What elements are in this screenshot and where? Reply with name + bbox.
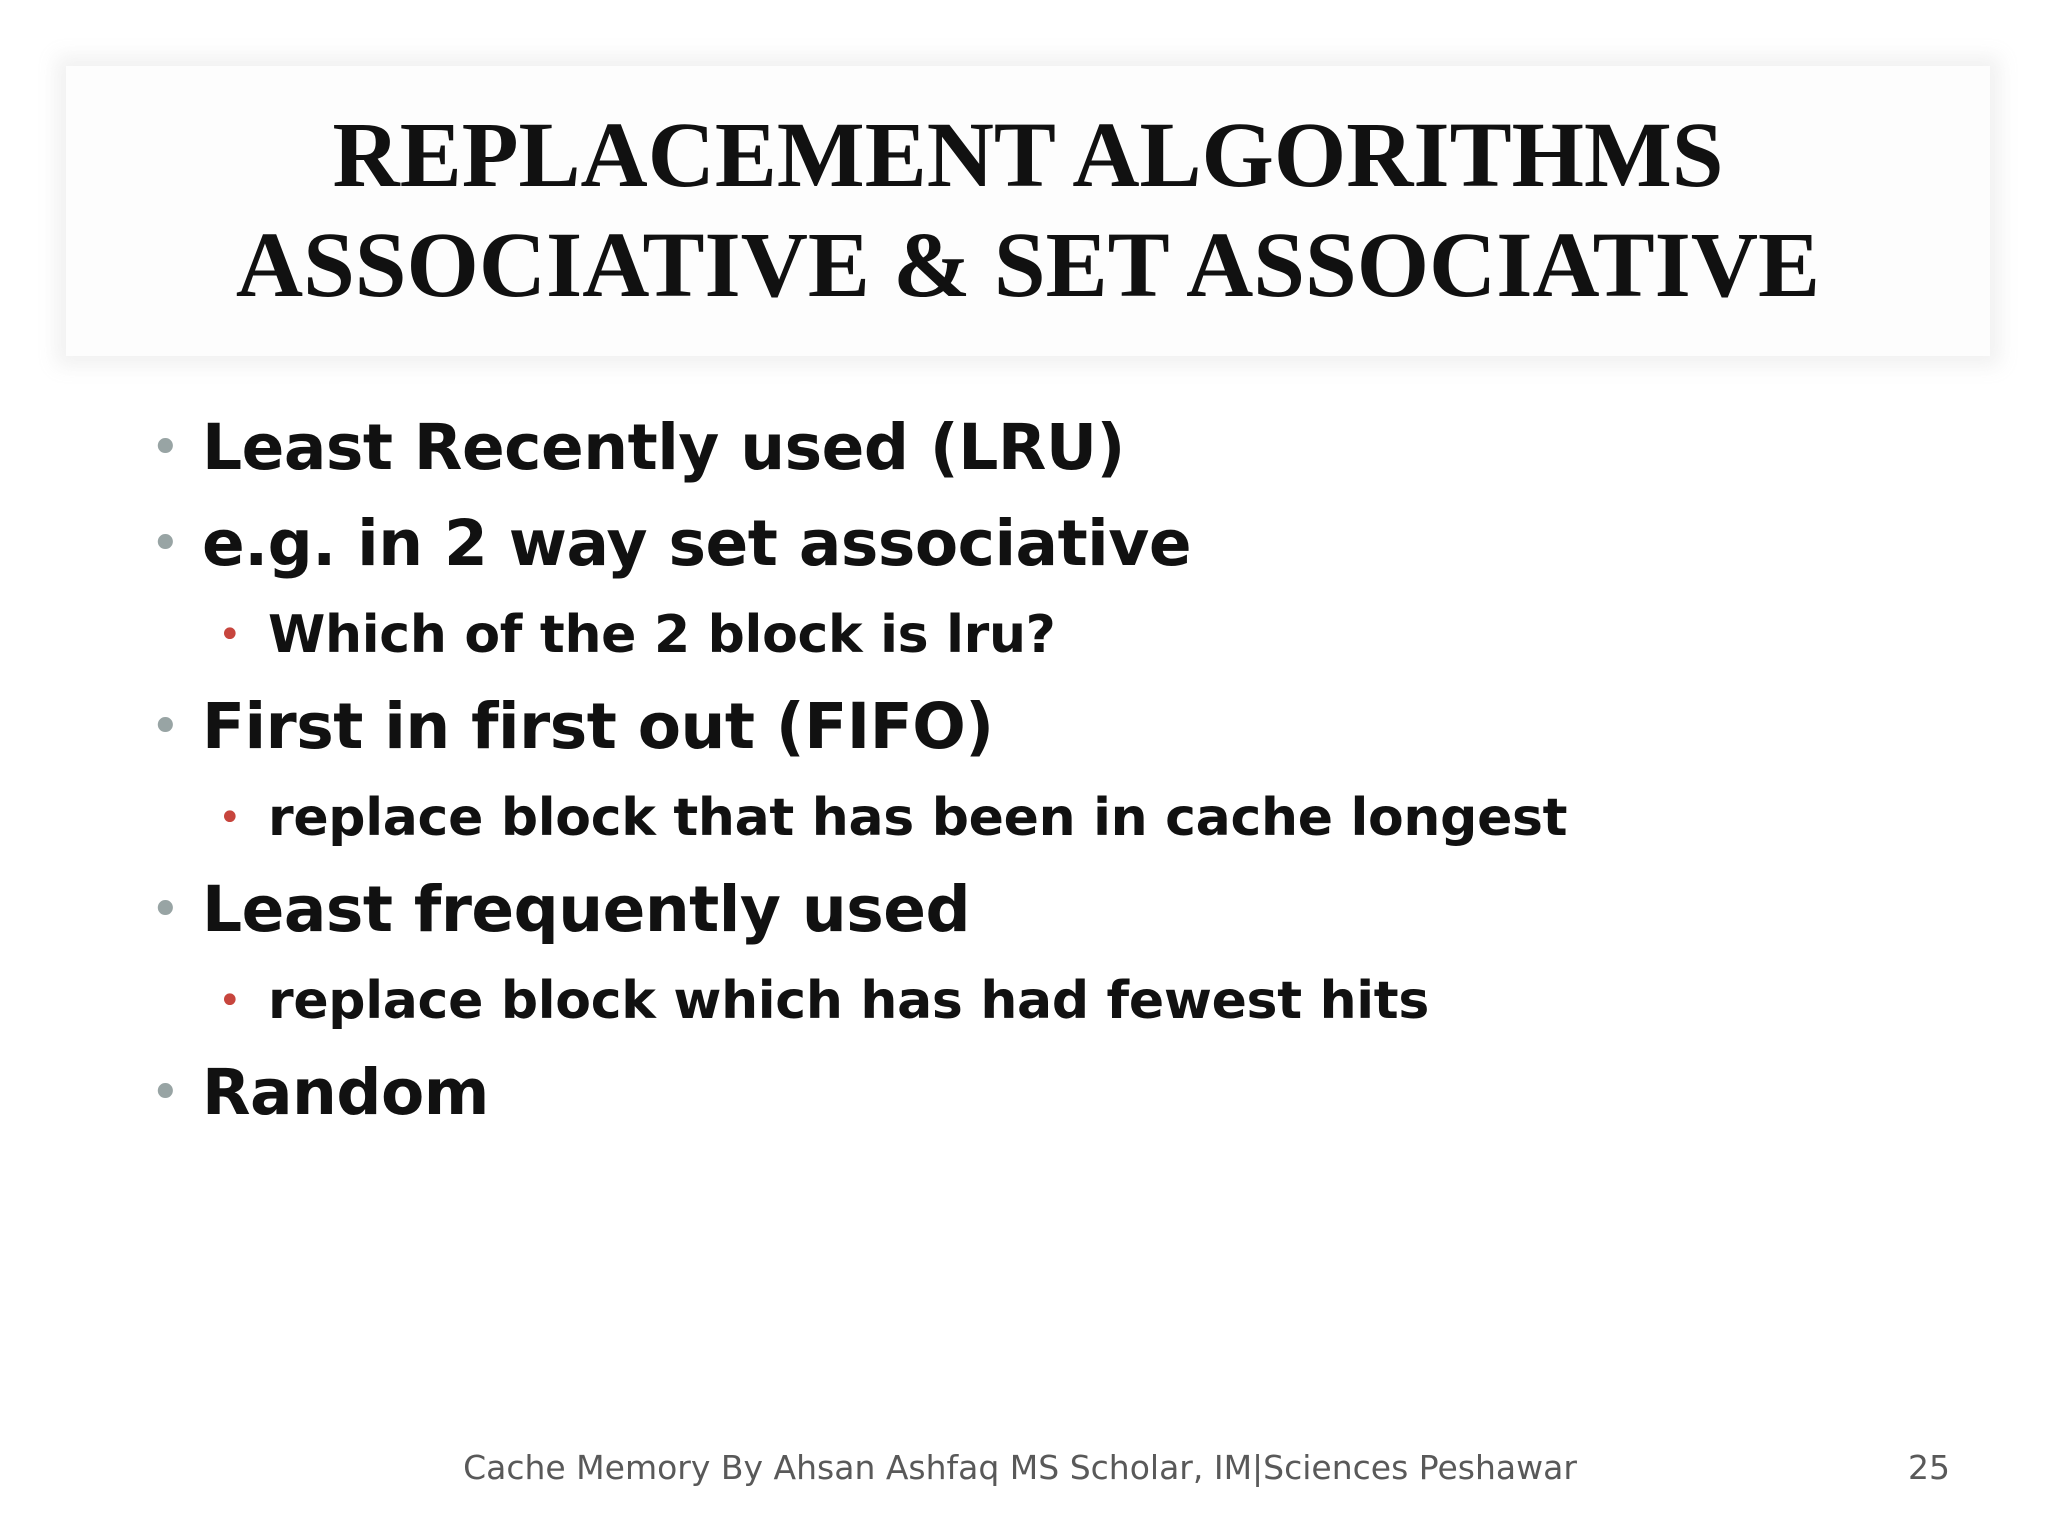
bullet-text: Least Recently used (LRU) bbox=[202, 411, 1125, 484]
bullet-item-random bbox=[150, 1045, 1900, 1141]
sub-bullet-item-lfu-desc bbox=[150, 958, 1900, 1045]
title-box bbox=[66, 66, 1990, 356]
bullet-text: First in first out (FIFO) bbox=[202, 690, 994, 763]
bullet-dot-icon: • bbox=[150, 1063, 181, 1123]
bullet-dot-icon: • bbox=[150, 514, 181, 574]
slide-title-line-1: REPLACEMENT ALGORITHMS bbox=[332, 104, 1724, 207]
sub-bullet-dot-icon: • bbox=[218, 795, 242, 841]
sub-bullet-item-which-lru bbox=[150, 592, 1900, 679]
bullet-item-lru bbox=[150, 400, 1900, 496]
bullet-dot-icon: • bbox=[150, 880, 181, 940]
slide-title-line-2: ASSOCIATIVE & SET ASSOCIATIVE bbox=[235, 214, 1821, 317]
bullet-item-example bbox=[150, 496, 1900, 592]
bullet-text: e.g. in 2 way set associative bbox=[202, 507, 1192, 580]
sub-bullet-text: replace block which has had fewest hits bbox=[268, 971, 1430, 1031]
sub-bullet-item-fifo-desc bbox=[150, 775, 1900, 862]
sub-bullet-text: Which of the 2 block is lru? bbox=[268, 605, 1056, 665]
bullet-item-fifo bbox=[150, 679, 1900, 775]
sub-bullet-text: replace block that has been in cache longest bbox=[268, 788, 1568, 848]
bullet-dot-icon: • bbox=[150, 697, 181, 757]
bullet-dot-icon: • bbox=[150, 418, 181, 478]
bullet-item-lfu bbox=[150, 862, 1900, 958]
bullet-text: Random bbox=[202, 1056, 489, 1129]
footer-text: Cache Memory By Ahsan Ashfaq MS Scholar, IM|Sciences Peshawar bbox=[463, 1448, 1577, 1487]
page-number: 25 bbox=[1908, 1448, 1950, 1487]
sub-bullet-dot-icon: • bbox=[218, 612, 242, 658]
bullet-text: Least frequently used bbox=[202, 873, 971, 946]
sub-bullet-dot-icon: • bbox=[218, 978, 242, 1024]
bullet-list bbox=[150, 400, 1900, 1141]
